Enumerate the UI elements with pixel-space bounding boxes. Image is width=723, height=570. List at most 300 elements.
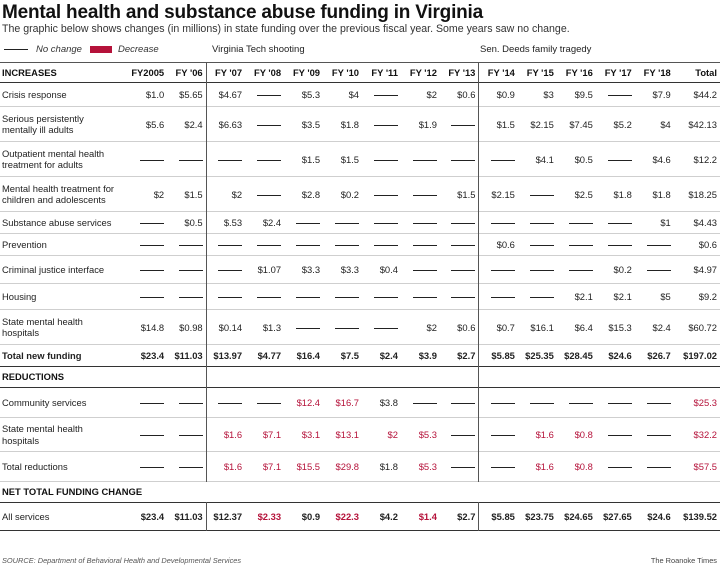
value-cell: $2.33	[257, 511, 282, 522]
dash-mark	[451, 297, 475, 298]
value-cell: $23.4	[140, 350, 165, 361]
dash-mark	[608, 223, 632, 224]
value-cell: $1.0	[145, 89, 165, 100]
reduction-row-state-mental-health-hospitals	[0, 418, 720, 452]
dash-mark	[140, 270, 164, 271]
value-cell: $1.5	[184, 188, 203, 200]
spacer-cell	[245, 367, 284, 388]
value-cell: $197.02	[683, 350, 717, 361]
value-cell: $7.45	[569, 118, 593, 130]
event-vt-shooting: Virginia Tech shooting	[212, 44, 305, 55]
dash-mark	[257, 195, 281, 196]
no-change-dash-icon	[362, 310, 401, 345]
no-change-dash-icon	[123, 256, 167, 284]
no-change-dash-icon	[440, 284, 479, 310]
value-cell: $4.97	[693, 264, 717, 275]
dash-mark	[257, 245, 281, 246]
column-header: FY '16	[565, 67, 593, 78]
dash-mark	[257, 403, 281, 404]
no-change-dash-icon	[123, 284, 167, 310]
value-cell: $1.8	[379, 461, 398, 472]
no-change-dash-icon	[479, 284, 518, 310]
dash-mark	[257, 297, 281, 298]
dash-mark	[335, 245, 359, 246]
dash-mark	[374, 297, 398, 298]
legend-no-change	[4, 44, 82, 55]
column-header: FY '15	[526, 67, 554, 78]
value-cell: $5.85	[479, 503, 518, 531]
dash-mark	[491, 435, 515, 436]
dash-mark	[530, 270, 554, 271]
no-change-dash-icon	[362, 142, 401, 177]
dash-mark	[257, 125, 281, 126]
dash-mark	[218, 270, 242, 271]
row-label: Total new funding	[2, 349, 82, 361]
value-cell: $2.15	[479, 177, 518, 212]
value-cell: $6.4	[574, 321, 593, 333]
increase-row-serious-persistently-mentally-ill-adults	[0, 107, 720, 142]
no-change-dash-icon	[401, 284, 440, 310]
value-cell: $139.52	[683, 511, 717, 522]
dash-mark	[530, 245, 554, 246]
dash-mark	[491, 223, 515, 224]
value-cell: $1.07	[257, 264, 282, 275]
no-change-dash-icon	[557, 256, 596, 284]
increase-row-prevention	[0, 234, 720, 256]
value-cell: $2.1	[613, 291, 632, 302]
dash-mark	[491, 403, 515, 404]
dash-mark	[413, 245, 437, 246]
value-cell: $1.5	[457, 188, 476, 200]
dash-mark	[179, 270, 203, 271]
no-change-dash-icon	[440, 212, 479, 234]
no-change-dash-icon	[323, 284, 362, 310]
value-cell: $1.5	[301, 153, 321, 165]
value-cell: $11.03	[174, 350, 203, 361]
value-cell: $0.2	[613, 264, 632, 275]
value-cell: $2.4	[652, 321, 671, 333]
value-cell: $5	[660, 291, 671, 302]
value-cell: $0.6	[457, 89, 476, 100]
credit-note: The Roanoke Times	[650, 556, 717, 565]
value-cell: $24.65	[564, 511, 593, 522]
dash-mark	[491, 297, 515, 298]
value-cell: $5.3	[301, 89, 321, 100]
value-cell: $5.3	[418, 429, 437, 440]
value-cell: $3.8	[379, 397, 398, 408]
value-cell: $25.3	[693, 397, 717, 408]
column-header: FY '17	[604, 67, 632, 78]
funding-table	[0, 62, 720, 531]
dash-mark	[335, 328, 359, 329]
value-cell: $11.03	[174, 511, 203, 522]
value-cell: $6.63	[206, 107, 245, 142]
no-change-dash-icon	[362, 234, 401, 256]
value-cell: $1.9	[418, 118, 437, 130]
section-reductions-row	[0, 367, 720, 388]
value-cell: $9.5	[574, 89, 593, 100]
value-cell: $0.4	[379, 264, 398, 275]
dash-mark	[413, 403, 437, 404]
dash-mark	[569, 245, 593, 246]
value-cell: $0.6	[457, 321, 476, 333]
value-cell: $3	[543, 89, 554, 100]
no-change-dash-icon	[206, 142, 245, 177]
no-change-dash-icon	[362, 212, 401, 234]
value-cell: $0.8	[574, 429, 593, 440]
value-cell: $12.37	[206, 503, 245, 531]
dash-mark	[569, 223, 593, 224]
value-cell: $14.8	[140, 321, 165, 333]
no-change-dash-icon	[518, 177, 557, 212]
no-change-dash-icon	[596, 418, 635, 452]
dash-mark	[218, 160, 242, 161]
dash-mark	[569, 403, 593, 404]
dash-mark	[374, 95, 398, 96]
no-change-dash-icon	[206, 256, 245, 284]
dash-mark	[451, 435, 475, 436]
dash-mark	[140, 403, 164, 404]
value-cell: $16.4	[296, 350, 321, 361]
dash-mark	[451, 125, 475, 126]
value-cell: $4.67	[206, 83, 245, 107]
no-change-dash-icon	[284, 310, 323, 345]
value-cell: $3.5	[301, 118, 321, 130]
no-change-dash-icon	[206, 388, 245, 418]
no-change-dash-icon	[635, 418, 674, 452]
dash-mark	[530, 223, 554, 224]
dash-mark	[647, 467, 671, 468]
value-cell: $23.75	[525, 511, 554, 522]
no-change-dash-icon	[284, 234, 323, 256]
no-change-dash-icon	[479, 452, 518, 482]
dash-mark	[608, 403, 632, 404]
no-change-dash-icon	[167, 284, 206, 310]
value-cell: $0.2	[340, 188, 359, 200]
no-change-dash-icon	[440, 234, 479, 256]
value-cell: $4.43	[693, 217, 717, 228]
dash-mark	[218, 245, 242, 246]
dash-mark	[179, 245, 203, 246]
no-change-dash-icon	[401, 234, 440, 256]
no-change-dash-icon	[518, 234, 557, 256]
no-change-dash-icon	[206, 284, 245, 310]
legend-no-change-label: No change	[36, 44, 82, 55]
value-cell: $24.6	[608, 350, 632, 361]
net-all-services-row	[0, 503, 720, 531]
value-cell: $16.7	[335, 397, 359, 408]
spacer-cell	[401, 367, 440, 388]
no-change-dash-icon	[401, 142, 440, 177]
header-row	[0, 63, 720, 83]
value-cell: $16.1	[530, 321, 554, 333]
value-cell: $1.5	[340, 153, 359, 165]
value-cell: $0.5	[574, 153, 593, 165]
row-label: Serious persistently mentally ill adults	[2, 112, 84, 135]
no-change-dash-icon	[123, 212, 167, 234]
row-label: Housing	[2, 290, 37, 302]
dash-mark	[530, 195, 554, 196]
dash-mark	[374, 195, 398, 196]
value-cell: $4.77	[257, 350, 282, 361]
value-cell: $2.4	[262, 217, 282, 228]
no-change-dash-icon	[596, 452, 635, 482]
no-change-dash-icon	[167, 452, 206, 482]
row-label: All services	[2, 510, 50, 522]
dash-mark	[608, 95, 632, 96]
dash-mark	[413, 160, 437, 161]
reduction-row-total-reductions	[0, 452, 720, 482]
dash-mark	[451, 467, 475, 468]
value-cell: $2	[153, 188, 165, 200]
value-cell: $7.5	[340, 350, 359, 361]
value-cell: $5.85	[479, 345, 518, 367]
page-title: Mental health and substance abuse funding in Virginia	[2, 2, 484, 23]
no-change-dash-icon	[123, 418, 167, 452]
column-header: Total	[695, 67, 717, 78]
no-change-dash-icon	[440, 418, 479, 452]
value-cell: $0.9	[479, 83, 518, 107]
value-cell: $28.45	[564, 350, 593, 361]
spacer-cell	[123, 367, 167, 388]
value-cell: $0.5	[184, 217, 203, 228]
value-cell: $2.4	[184, 118, 203, 130]
spacer-cell	[479, 367, 518, 388]
no-change-dash-icon	[362, 83, 401, 107]
value-cell: $2.15	[530, 118, 554, 130]
no-change-dash-icon	[518, 388, 557, 418]
increase-row-criminal-justice-interface	[0, 256, 720, 284]
no-change-dash-icon	[167, 142, 206, 177]
dash-mark	[374, 223, 398, 224]
legend-decrease	[90, 44, 159, 55]
dash-mark	[257, 160, 281, 161]
dash-mark	[451, 223, 475, 224]
value-cell: $23.4	[140, 511, 165, 522]
increase-row-crisis-response	[0, 83, 720, 107]
spacer-cell	[362, 367, 401, 388]
dash-mark	[140, 467, 164, 468]
reduction-row-community-services	[0, 388, 720, 418]
value-cell: $0.6	[479, 234, 518, 256]
no-change-dash-icon	[440, 256, 479, 284]
spacer-cell	[557, 367, 596, 388]
row-label: Mental health treatment for children and adolescents	[2, 182, 115, 205]
value-cell: $.53	[206, 212, 245, 234]
spacer-cell	[284, 367, 323, 388]
no-change-dash-icon	[362, 107, 401, 142]
spacer-cell	[518, 367, 557, 388]
spacer-cell	[596, 367, 635, 388]
value-cell: $26.7	[647, 350, 671, 361]
section-net-total: NET TOTAL FUNDING CHANGE	[2, 486, 143, 498]
value-cell: $0.9	[301, 511, 321, 522]
no-change-dash-icon	[479, 388, 518, 418]
section-net-row	[0, 482, 720, 503]
dash-mark	[179, 467, 203, 468]
value-cell: $2	[206, 177, 245, 212]
no-change-dash-icon	[123, 234, 167, 256]
value-cell: $60.72	[688, 321, 717, 333]
no-change-dash-icon	[401, 388, 440, 418]
dash-mark	[218, 297, 242, 298]
column-header: FY '07	[206, 63, 245, 83]
dash-mark	[451, 160, 475, 161]
no-change-dash-icon	[362, 177, 401, 212]
no-change-dash-icon	[479, 142, 518, 177]
column-header: FY '06	[175, 67, 203, 78]
dash-mark	[647, 245, 671, 246]
value-cell: $1.3	[262, 321, 282, 333]
no-change-dash-icon	[596, 212, 635, 234]
value-cell: $1.5	[479, 107, 518, 142]
value-cell: $1.8	[652, 188, 671, 200]
dash-mark	[413, 195, 437, 196]
dash-mark	[647, 435, 671, 436]
column-header: FY '08	[253, 67, 282, 78]
no-change-dash-icon	[401, 177, 440, 212]
row-label: Criminal justice interface	[2, 263, 105, 275]
row-label: Outpatient mental health treatment for adults	[2, 147, 105, 170]
no-change-dash-icon	[479, 212, 518, 234]
value-cell: $12.4	[296, 397, 321, 408]
value-cell: $1.6	[535, 429, 554, 440]
no-change-dash-icon	[245, 388, 284, 418]
dash-mark	[413, 297, 437, 298]
value-cell: $57.5	[693, 461, 717, 472]
column-header: FY '10	[331, 67, 359, 78]
dash-mark	[491, 270, 515, 271]
no-change-dash-icon	[323, 310, 362, 345]
no-change-dash-icon	[245, 142, 284, 177]
total-new-funding-row	[0, 345, 720, 367]
value-cell: $2.5	[574, 188, 593, 200]
spacer-cell	[440, 367, 479, 388]
value-cell: $0.7	[479, 310, 518, 345]
value-cell: $0.14	[206, 310, 245, 345]
increase-row-state-mental-health-hospitals	[0, 310, 720, 345]
no-change-dash-icon	[557, 234, 596, 256]
value-cell: $5.65	[179, 89, 203, 100]
row-label: Crisis response	[2, 88, 67, 100]
dash-mark	[179, 403, 203, 404]
value-cell: $2	[426, 89, 437, 100]
no-change-dash-icon	[206, 234, 245, 256]
value-cell: $27.65	[603, 511, 632, 522]
increase-row-outpatient-mental-health-treatment-for-adults	[0, 142, 720, 177]
value-cell: $5.3	[418, 461, 437, 472]
no-change-dash-icon	[635, 452, 674, 482]
no-change-dash-icon	[245, 234, 284, 256]
row-label: State mental health hospitals	[2, 315, 83, 338]
row-label: Community services	[2, 396, 87, 408]
value-cell: $25.35	[525, 350, 554, 361]
no-change-dash-icon	[596, 83, 635, 107]
value-cell: $24.6	[647, 511, 671, 522]
value-cell: $2	[387, 429, 398, 440]
no-change-dash-icon	[401, 212, 440, 234]
no-change-dash-icon	[123, 142, 167, 177]
no-change-dash-icon	[123, 452, 167, 482]
value-cell: $5.2	[613, 118, 632, 130]
increase-row-substance-abuse-services	[0, 212, 720, 234]
no-change-dash-icon	[596, 142, 635, 177]
dash-mark	[413, 223, 437, 224]
no-change-dash-icon	[323, 234, 362, 256]
dash-mark	[647, 403, 671, 404]
value-cell: $1	[660, 217, 671, 228]
value-cell: $1.4	[418, 511, 437, 522]
column-header: FY2005	[131, 67, 165, 78]
column-header: FY '14	[479, 63, 518, 83]
no-change-dash-icon	[245, 83, 284, 107]
value-cell: $2.1	[574, 291, 593, 302]
spacer-cell	[206, 367, 245, 388]
value-cell: $13.97	[206, 345, 245, 367]
dash-mark	[608, 467, 632, 468]
dash-mark	[296, 223, 320, 224]
no-change-dash-icon	[440, 452, 479, 482]
spacer-cell	[323, 367, 362, 388]
dash-mark	[296, 245, 320, 246]
value-cell: $4	[348, 89, 359, 100]
no-change-dash-icon	[401, 256, 440, 284]
no-change-dash-icon	[167, 234, 206, 256]
dash-mark	[608, 160, 632, 161]
dash-mark	[179, 160, 203, 161]
value-cell: $3.3	[301, 264, 321, 275]
section-increases: INCREASES	[2, 66, 57, 78]
no-change-dash-icon	[284, 212, 323, 234]
no-change-dash-icon	[245, 107, 284, 142]
no-change-dash-icon	[167, 388, 206, 418]
no-change-dash-icon	[518, 256, 557, 284]
dash-mark	[530, 297, 554, 298]
no-change-dash-icon	[123, 388, 167, 418]
dash-mark	[451, 403, 475, 404]
dash-mark	[491, 160, 515, 161]
no-change-dash-icon	[635, 234, 674, 256]
value-cell: $2.7	[457, 511, 476, 522]
increase-row-housing	[0, 284, 720, 310]
dash-mark	[179, 435, 203, 436]
dash-mark	[140, 245, 164, 246]
event-deeds-tragedy: Sen. Deeds family tragedy	[480, 44, 592, 55]
value-cell: $18.25	[688, 188, 717, 200]
legend-decrease-label: Decrease	[118, 44, 159, 55]
dash-mark	[296, 328, 320, 329]
no-change-dash-icon	[479, 256, 518, 284]
dash-mark	[413, 270, 437, 271]
value-cell: $13.1	[335, 429, 359, 440]
value-cell: $4.2	[379, 511, 398, 522]
value-cell: $0.8	[574, 461, 593, 472]
column-header: FY '09	[292, 67, 321, 78]
value-cell: $2.7	[457, 350, 476, 361]
value-cell: $9.2	[698, 291, 717, 302]
column-header: FY '13	[448, 67, 476, 78]
value-cell: $29.8	[335, 461, 359, 472]
value-cell: $2.8	[301, 188, 321, 200]
no-change-dash-icon	[284, 284, 323, 310]
dash-mark	[647, 270, 671, 271]
value-cell: $44.2	[693, 89, 717, 100]
value-cell: $7.9	[652, 89, 671, 100]
value-cell: $1.6	[206, 418, 245, 452]
dash-mark	[140, 297, 164, 298]
dash-mark	[451, 270, 475, 271]
dash-mark	[296, 297, 320, 298]
